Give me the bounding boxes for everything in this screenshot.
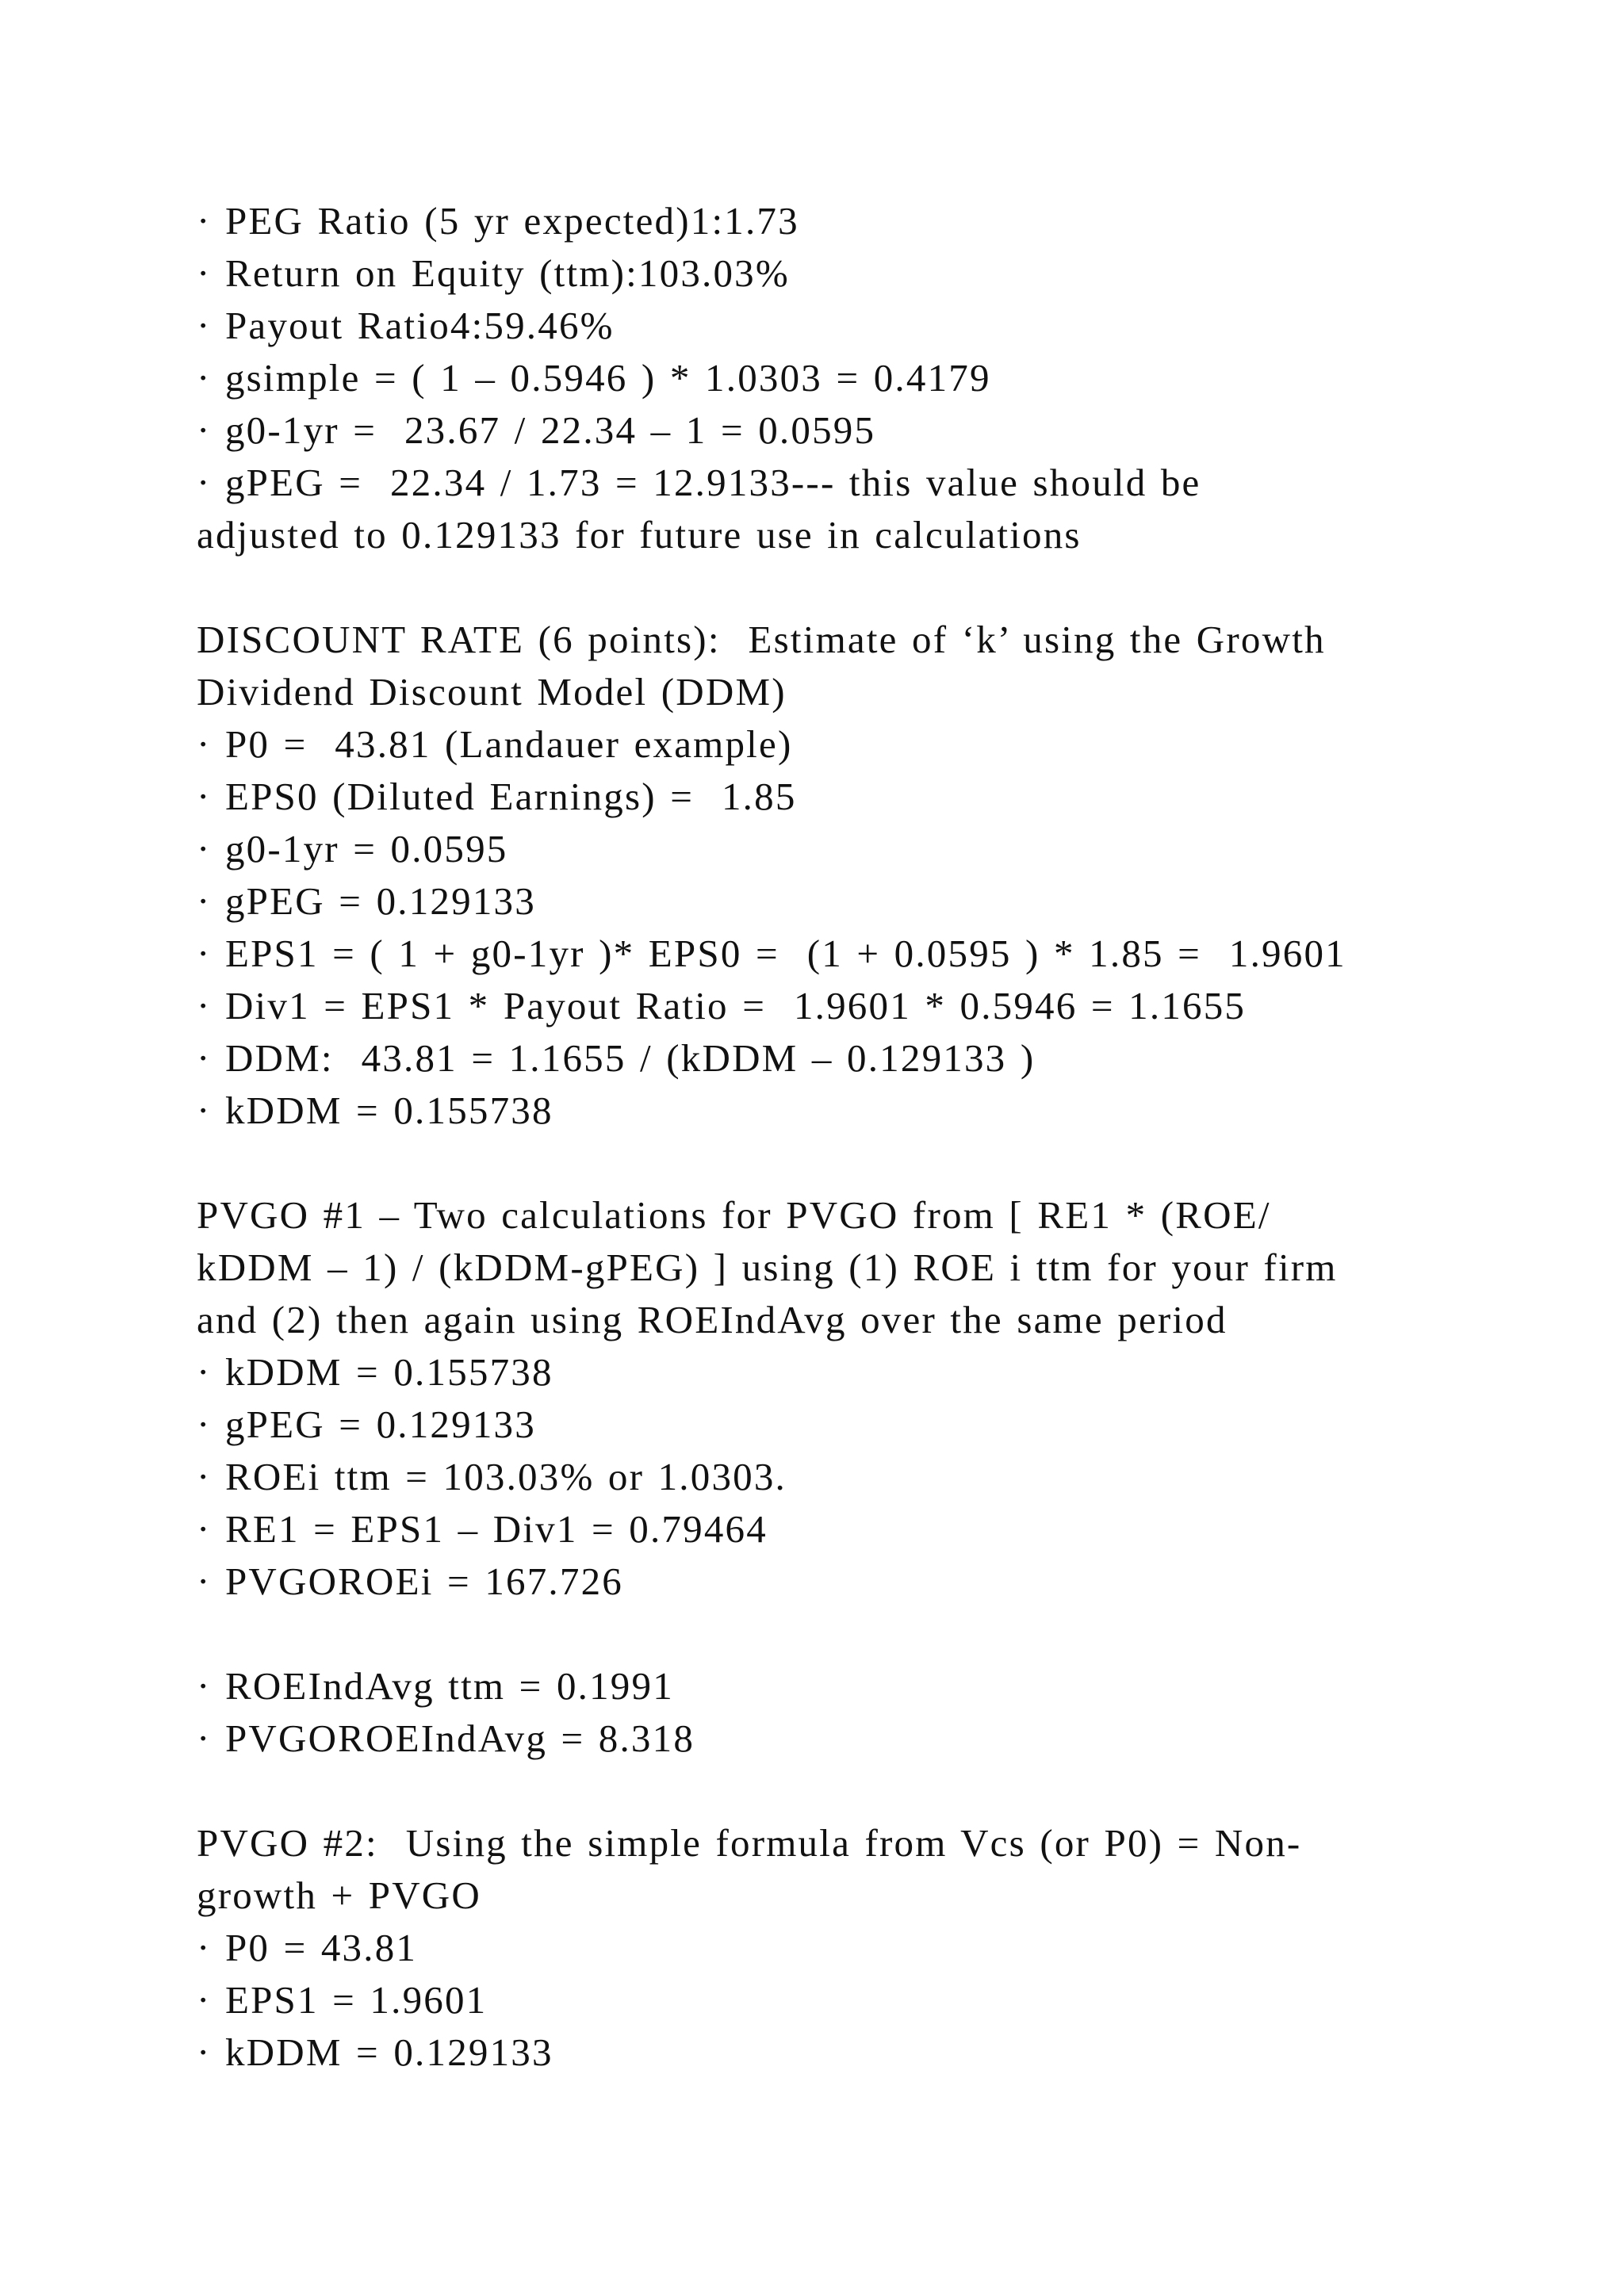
- spacer: [197, 561, 1497, 614]
- div1-line: · Div1 = EPS1 * Payout Ratio = 1.9601 * 0.5946 = 1.1655: [197, 984, 1247, 1027]
- gpeg-line: · gPEG = 22.34 / 1.73 = 12.9133--- this value should be: [197, 461, 1201, 504]
- gpeg-adjust-note: adjusted to 0.129133 for future use in calculations: [197, 513, 1082, 557]
- discount-rate-heading: DISCOUNT RATE (6 points): Estimate of ‘k’ using the Growth: [197, 618, 1326, 661]
- pvgo1-heading-cont: kDDM – 1) / (kDDM-gPEG) ] using (1) ROE i ttm for your firm: [197, 1246, 1338, 1289]
- eps1-value-line: · EPS1 = 1.9601: [197, 1978, 488, 2022]
- pvgo1-heading: PVGO #1 – Two calculations for PVGO from [ RE1 * (ROE/: [197, 1193, 1271, 1237]
- p0-line: · P0 = 43.81 (Landauer example): [197, 722, 793, 766]
- roei-line: · ROEi ttm = 103.03% or 1.0303.: [197, 1455, 787, 1498]
- kddm-line: · kDDM = 0.155738: [197, 1350, 553, 1394]
- growth-estimates-section: [197, 195, 1497, 561]
- eps1-line: · EPS1 = ( 1 + g0-1yr )* EPS0 = (1 + 0.0595 ) * 1.85 = 1.9601: [197, 932, 1346, 975]
- g0-1yr-line: · g0-1yr = 23.67 / 22.34 – 1 = 0.0595: [197, 408, 876, 452]
- pvgo1-heading-cont: and (2) then again using ROEIndAvg over the same period: [197, 1298, 1228, 1341]
- payout-ratio-line: · Payout Ratio4:59.46%: [197, 304, 615, 347]
- spacer: [197, 1608, 1497, 1660]
- peg-ratio-line: · PEG Ratio (5 yr expected)1:1.73: [197, 199, 799, 243]
- gsimple-line: · gsimple = ( 1 – 0.5946 ) * 1.0303 = 0.4179: [197, 356, 991, 400]
- re1-line: · RE1 = EPS1 – Div1 = 0.79464: [197, 1507, 768, 1551]
- discount-rate-section: [197, 614, 1497, 1137]
- gpeg-value-line: · gPEG = 0.129133: [197, 879, 536, 923]
- pvgo1-section: [197, 1189, 1497, 1608]
- kddm-line: · kDDM = 0.155738: [197, 1089, 553, 1132]
- p0-line: · P0 = 43.81: [197, 1926, 418, 1969]
- pvgo2-section: [197, 1817, 1497, 2079]
- ddm-line: · DDM: 43.81 = 1.1655 / (kDDM – 0.129133 ): [197, 1036, 1036, 1080]
- roeindavg-line: · ROEIndAvg ttm = 0.1991: [197, 1664, 674, 1708]
- kddm-line: · kDDM = 0.129133: [197, 2030, 553, 2074]
- pvgoroeindavg-line: · PVGOROEIndAvg = 8.318: [197, 1716, 695, 1760]
- discount-rate-heading-cont: Dividend Discount Model (DDM): [197, 670, 787, 714]
- industry-average-section: [197, 1660, 1497, 1765]
- gpeg-value-line: · gPEG = 0.129133: [197, 1402, 536, 1446]
- spacer: [197, 1765, 1497, 1817]
- g0-1yr-value-line: · g0-1yr = 0.0595: [197, 827, 508, 871]
- spacer: [197, 1137, 1497, 1189]
- pvgo2-heading: PVGO #2: Using the simple formula from Vcs (or P0) = Non-: [197, 1821, 1302, 1865]
- pvgo2-heading-cont: growth + PVGO: [197, 1873, 481, 1917]
- document-page: [197, 195, 1497, 2079]
- pvgoroei-line: · PVGOROEi = 167.726: [197, 1559, 623, 1603]
- eps0-line: · EPS0 (Diluted Earnings) = 1.85: [197, 775, 797, 818]
- return-on-equity-line: · Return on Equity (ttm):103.03%: [197, 251, 790, 295]
